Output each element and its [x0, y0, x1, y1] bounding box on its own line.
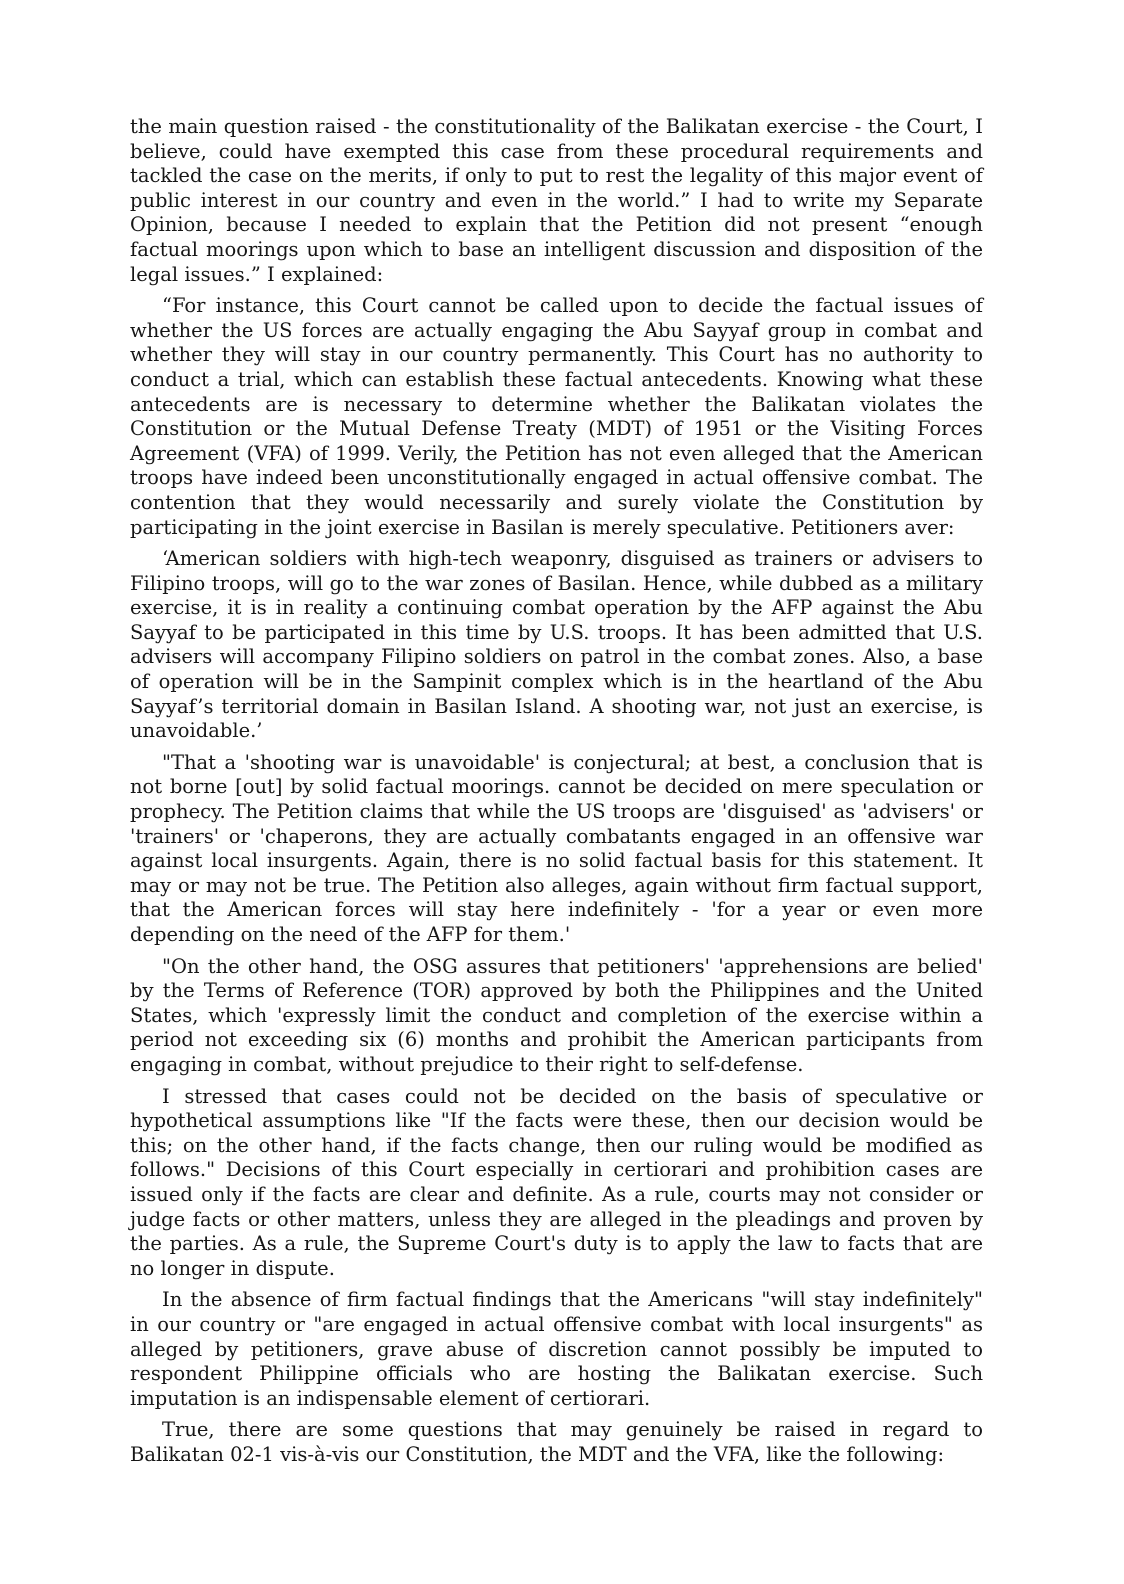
paragraph: "On the other hand, the OSG assures that petitioners' 'apprehensions are belied' by the Terms of Reference (TOR) approved by both the Philippines and the United States, which 'expressly limit the conduct and completion of the exercise within a period not exceeding six (6) months and prohibit the American participants from engaging in combat, without prejudice to their right to self-defense.	[130, 954, 983, 1076]
paragraph: "That a 'shooting war is unavoidable' is conjectural; at best, a conclusion that is not borne [out] by solid factual moorings. cannot be decided on mere speculation or prophecy. The Petition claims that while the US troops are 'disguised' as 'advisers' or 'trainers' or 'chaperons, they are actually combatants engaged in an offensive war against local insurgents. Again, there is no solid factual basis for this statement. It may or may not be true. The Petition also alleges, again without firm factual support, that the American forces will stay here indefinitely - 'for a year or even more depending on the need of the AFP for them.'	[130, 750, 983, 946]
paragraph: True, there are some questions that may genuinely be raised in regard to Balikatan 02-1 vis-à-vis our Constitution, the MDT and the VFA, like the following:	[130, 1418, 983, 1466]
paragraph: the main question raised - the constitutionality of the Balikatan exercise - the Court, I believe, could have exempted this case from these procedural requirements and tackled the case on the merits, if only to put to rest the legality of this major event of public interest in our country and even in the world.” I had to write my Separate Opinion, because I needed to explain that the Petition did not present “enough factual moorings upon which to base an intelligent discussion and disposition of the legal issues.” I explained:	[130, 115, 983, 286]
quoted-paragraph: ‘American soldiers with high-tech weaponry, disguised as trainers or advisers to Filipino troops, will go to the war zones of Basilan. Hence, while dubbed as a military exercise, it is in reality a continuing combat operation by the AFP against the Abu Sayyaf to be participated in this time by U.S. troops. It has been admitted that U.S. advisers will accompany Filipino soldiers on patrol in the combat zones. Also, a base of operation will be in the Sampinit complex which is in the heartland of the Abu Sayyaf’s territorial domain in Basilan Island. A shooting war, not just an exercise, is unavoidable.’	[130, 547, 983, 743]
paragraph: I stressed that cases could not be decided on the basis of speculative or hypothetical assumptions like "If the facts were these, then our decision would be this; on the other hand, if the facts change, then our ruling would be modified as follows." Decisions of this Court especially in certiorari and prohibition cases are issued only if the facts are clear and definite. As a rule, courts may not consider or judge facts or other matters, unless they are alleged in the pleadings and proven by the parties. As a rule, the Supreme Court's duty is to apply the law to facts that are no longer in dispute.	[130, 1084, 983, 1280]
paragraph: “For instance, this Court cannot be called upon to decide the factual issues of whether the US forces are actually engaging the Abu Sayyaf group in combat and whether they will stay in our country permanently. This Court has no authority to conduct a trial, which can establish these factual antecedents. Knowing what these antecedents are is necessary to determine whether the Balikatan violates the Constitution or the Mutual Defense Treaty (MDT) of 1951 or the Visiting Forces Agreement (VFA) of 1999. Verily, the Petition has not even alleged that the American troops have indeed been unconstitutionally engaged in actual offensive combat. The contention that they would necessarily and surely violate the Constitution by participating in the joint exercise in Basilan is merely speculative. Petitioners aver:	[130, 294, 983, 539]
paragraph: In the absence of firm factual findings that the Americans "will stay indefinitely" in our country or "are engaged in actual offensive combat with local insurgents" as alleged by petitioners, grave abuse of discretion cannot possibly be imputed to respondent Philippine officials who are hosting the Balikatan exercise. Such imputation is an indispensable element of certiorari.	[130, 1288, 983, 1410]
document-page	[130, 115, 983, 1474]
